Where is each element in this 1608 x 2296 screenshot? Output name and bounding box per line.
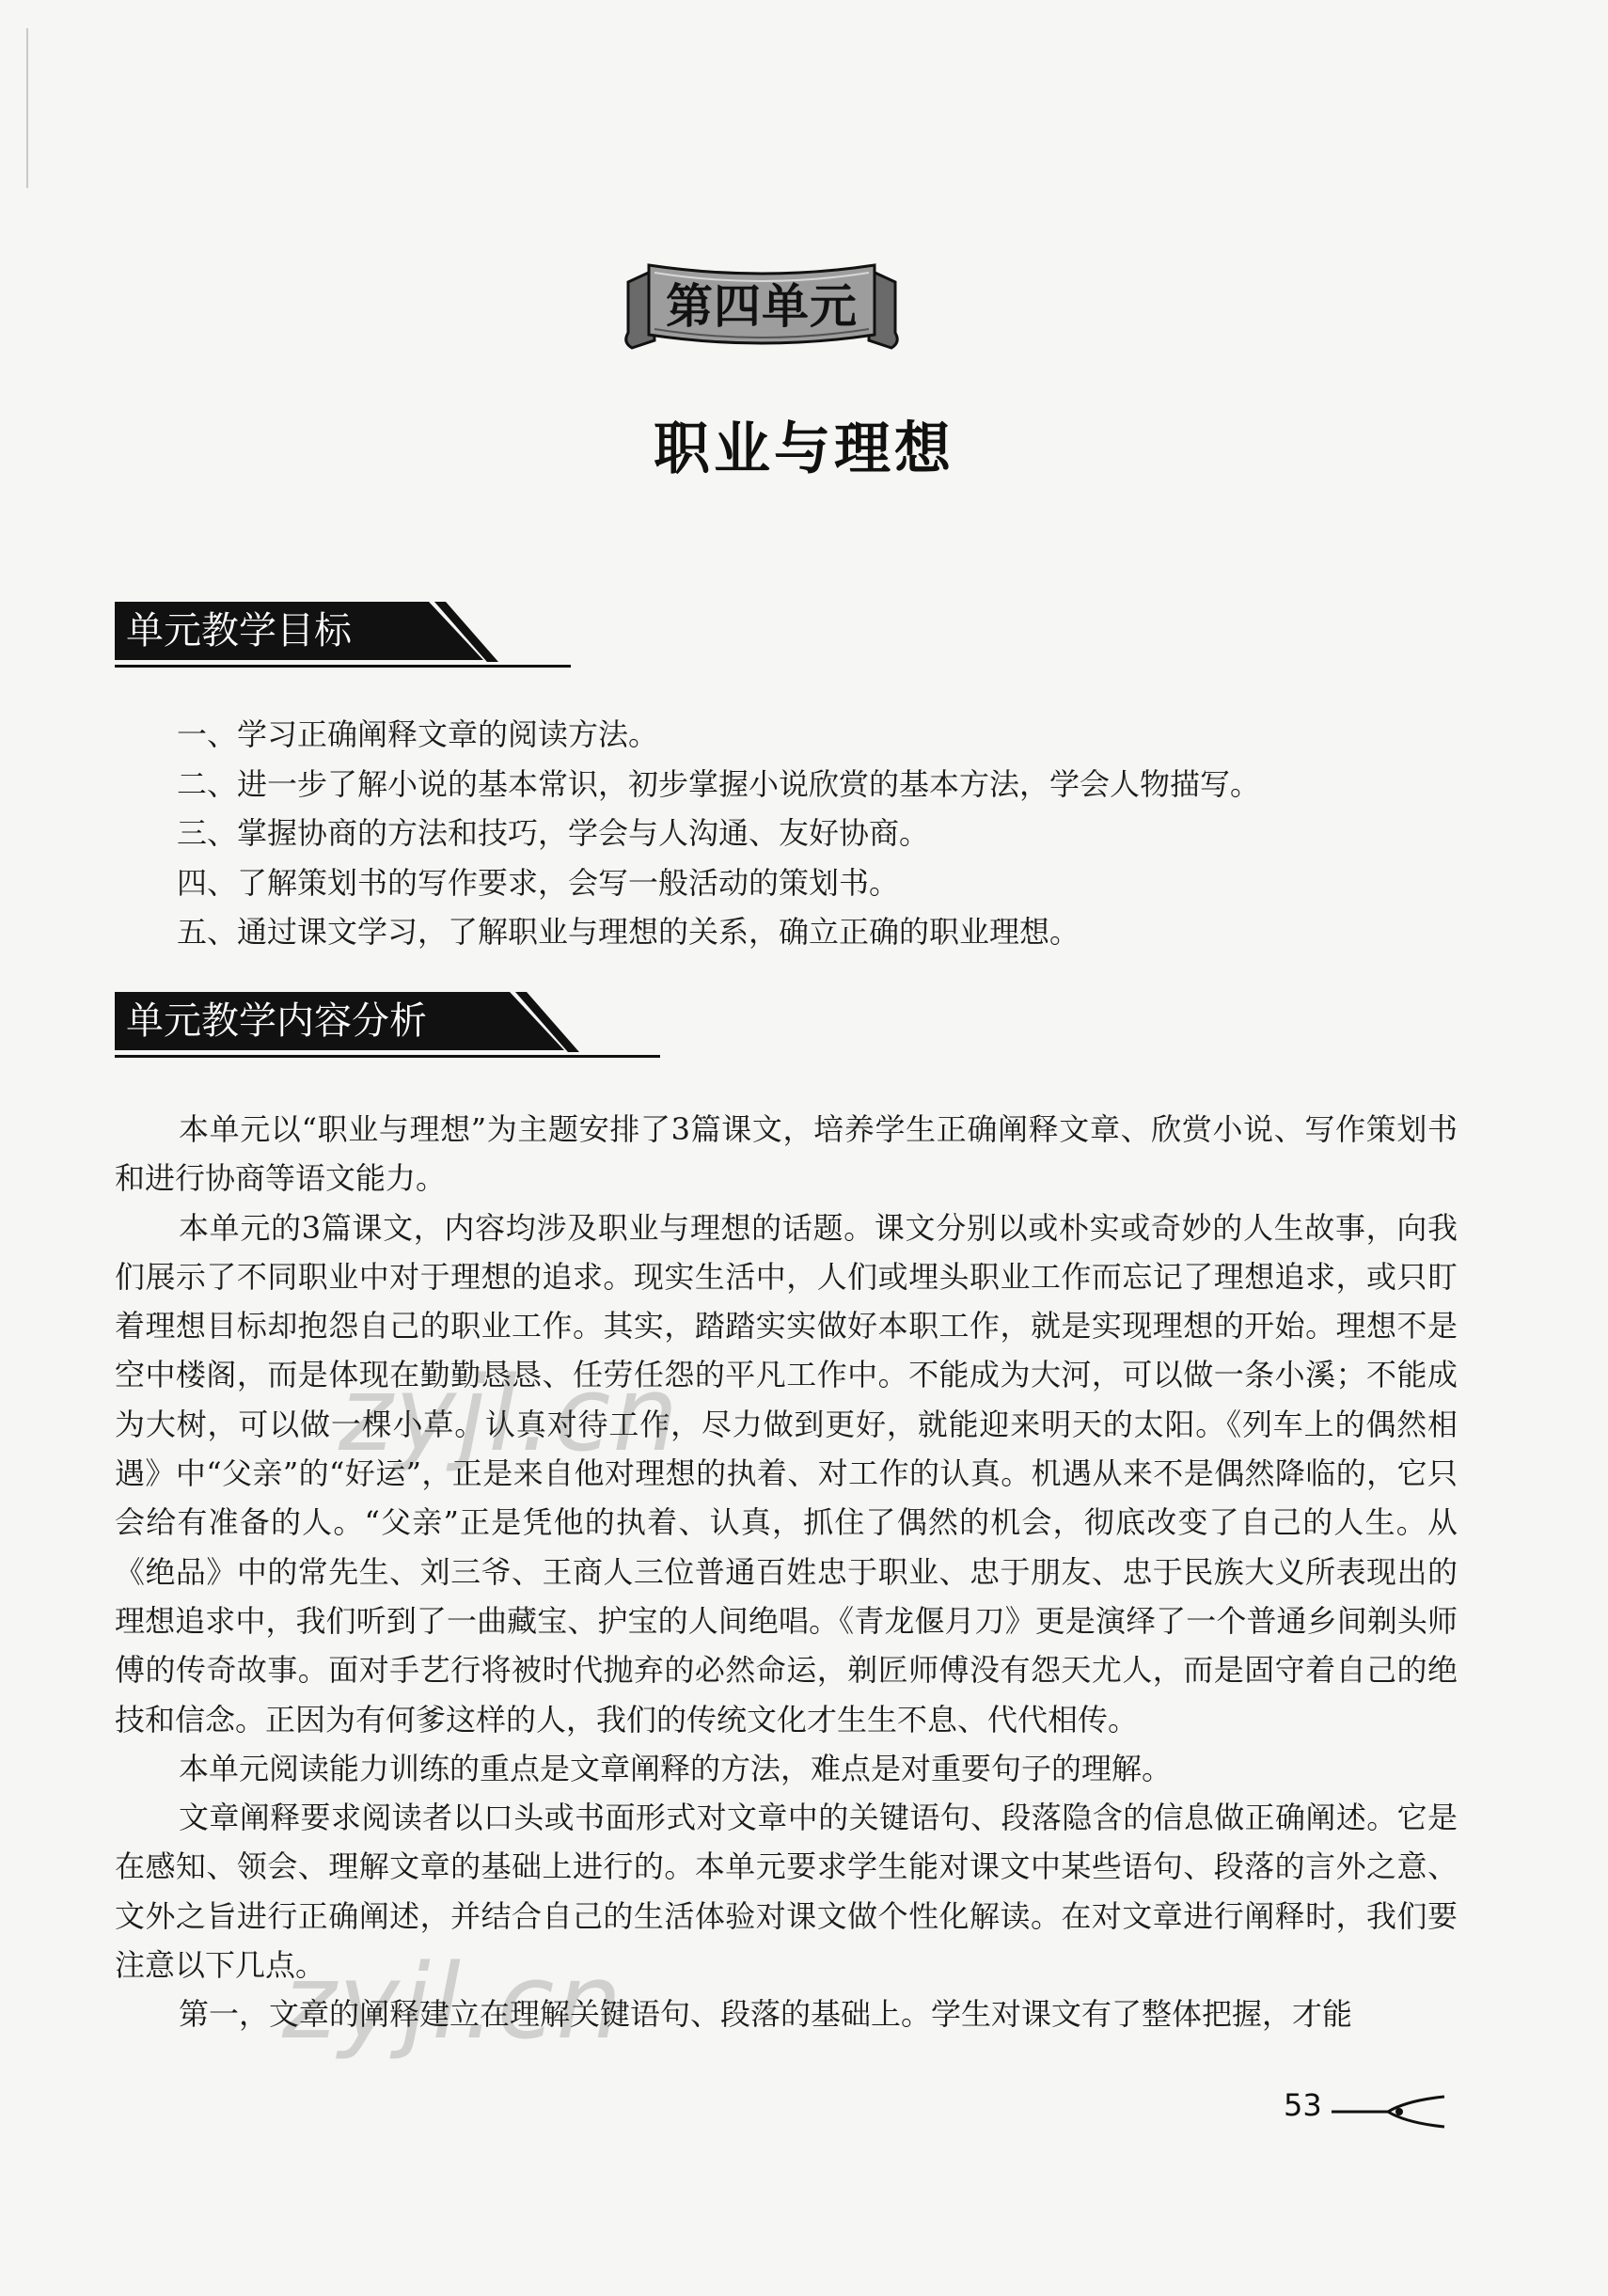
watermark: zyjl.cn bbox=[282, 1942, 624, 2062]
page-number-decoration bbox=[1332, 2093, 1454, 2131]
heading-arrow-decoration bbox=[397, 596, 500, 671]
goals-section-heading bbox=[115, 602, 571, 668]
analysis-body bbox=[115, 1105, 1458, 2039]
watermark: zyjl.cn bbox=[339, 1354, 681, 1474]
heading-underline bbox=[115, 665, 571, 668]
goal-item: 一、学习正确阐释文章的阅读方法。 bbox=[177, 716, 659, 752]
goal-item: 三、掌握协商的方法和技巧，学会与人沟通、友好协商。 bbox=[177, 815, 930, 851]
paragraph: 本单元以“职业与理想”为主题安排了3篇课文，培养学生正确阐释文章、欣赏小说、写作策划书和进行协商等语文能力。 bbox=[115, 1111, 1458, 1197]
analysis-section-heading bbox=[115, 992, 660, 1058]
unit-title: 职业与理想 bbox=[654, 417, 954, 482]
heading-underline bbox=[115, 1055, 660, 1058]
page-number: 53 bbox=[1284, 2087, 1322, 2123]
goal-item: 二、进一步了解小说的基本常识，初步掌握小说欣赏的基本方法，学会人物描写。 bbox=[177, 765, 1261, 802]
paragraph: 第一，文章的阐释建立在理解关键语句、段落的基础上。学生对课文有了整体把握，才能 bbox=[179, 1996, 1353, 2033]
heading-arrow-decoration bbox=[478, 986, 581, 1062]
goal-item: 四、了解策划书的写作要求，会写一般活动的策划书。 bbox=[177, 864, 900, 901]
page-edge-line bbox=[26, 28, 28, 188]
paragraph: 文章阐释要求阅读者以口头或书面形式对文章中的关键语句、段落隐含的信息做正确阐述。它是在感知、领会、理解文章的基础上进行的。本单元要求学生能对课文中某些语句、段落的言外之意、文外之旨进行正确阐述，并结合自己的生活体验对课文做个性化解读。在对文章进行阐释时，我们要注意以下几点。 bbox=[115, 1800, 1458, 1984]
goal-item: 五、通过课文学习，了解职业与理想的关系，确立正确的职业理想。 bbox=[177, 914, 1080, 950]
paragraph: 本单元阅读能力训练的重点是文章阐释的方法，难点是对重要句子的理解。 bbox=[179, 1750, 1173, 1786]
unit-number-label: 第四单元 bbox=[666, 279, 858, 334]
goals-list bbox=[177, 710, 1474, 957]
unit-banner bbox=[621, 254, 903, 367]
paragraph: 本单元的3篇课文，内容均涉及职业与理想的话题。课文分别以或朴实或奇妙的人生故事，向我们展示了不同职业中对于理想的追求。现实生活中，人们或埋头职业工作而忘记了理想追求，或只盯着理想目标却抱怨自己的职业工作。其实，踏踏实实做好本职工作，就是实现理想的开始。理想不是空中楼阁，而是体现在勤勤恳恳、任劳任怨的平凡工作中。不能成为大河，可以做一条小溪；不能成为大树，可以做一棵小草。认真对待工作，尽力做到更好，就能迎来明天的太阳。《列车上的偶然相遇》中“父亲”的“好运”，正是来自他对理想的执着、对工作的认真。机遇从来不是偶然降临的，它只会给有准备的人。“父亲”正是凭他的执着、认真，抓住了偶然的机会，彻底改变了自己的人生。从《绝品》中的常先生、刘三爷、王商人三位普通百姓忠于职业、忠于朋友、忠于民族大义所表现出的理想追求中，我们听到了一曲藏宝、护宝的人间绝唱。《青龙偃月刀》更是演绎了一个普通乡间剃头师傅的传奇故事。面对手艺行将被时代抛弃的必然命运，剃匠师傅没有怨天尤人，而是固守着自己的绝技和信念。正因为有何爹这样的人，我们的传统文化才生生不息、代代相传。 bbox=[115, 1209, 1458, 1738]
analysis-heading-text: 单元教学内容分析 bbox=[115, 992, 506, 1050]
goals-heading-text: 单元教学目标 bbox=[115, 602, 425, 660]
